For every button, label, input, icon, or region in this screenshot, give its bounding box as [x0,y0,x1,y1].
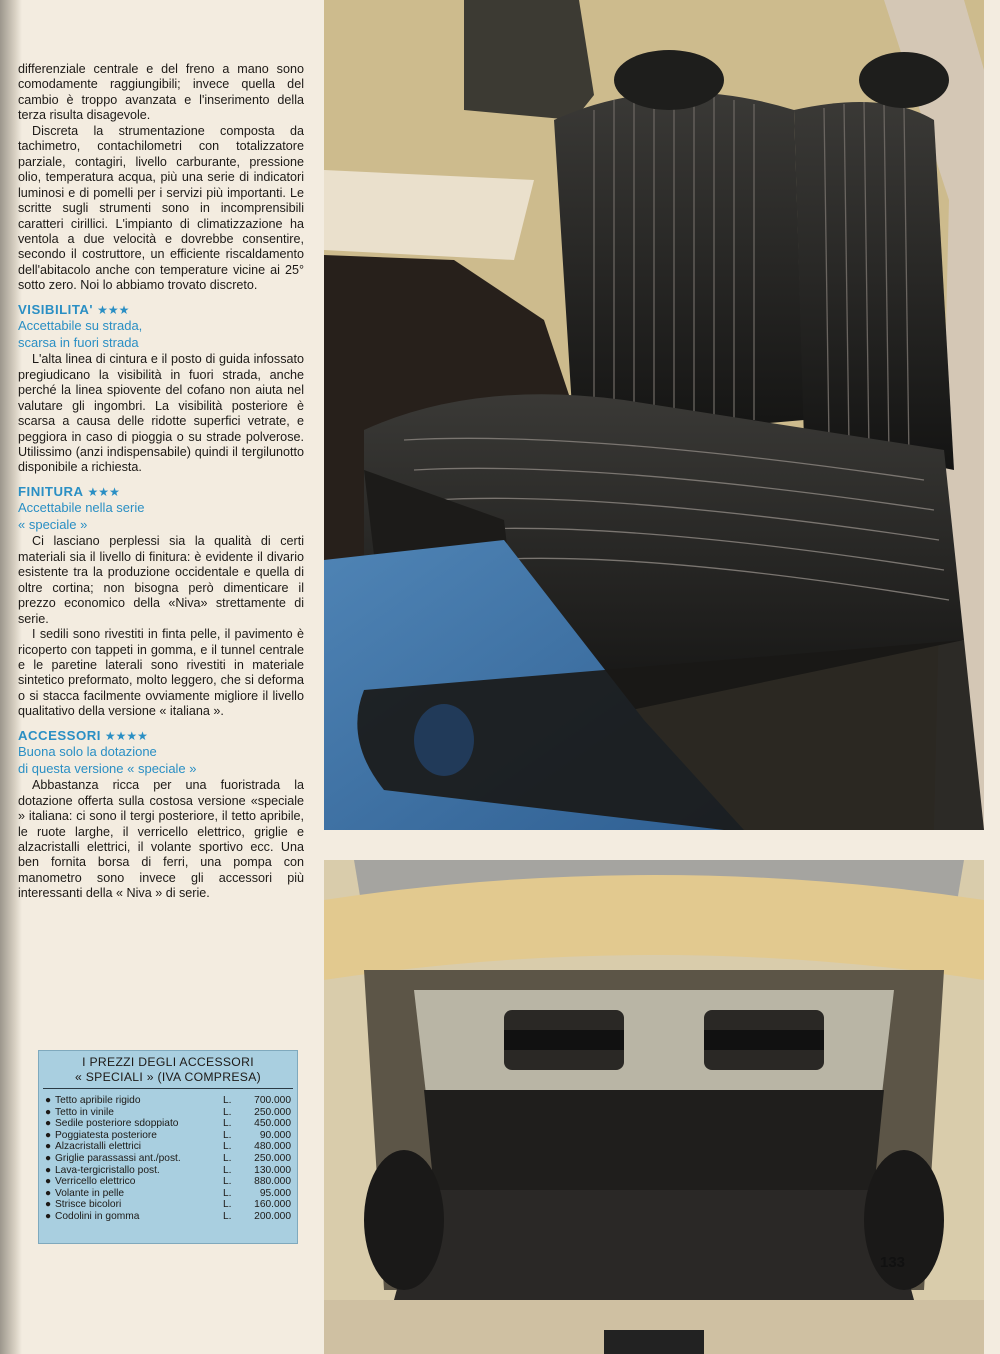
accessory-price: 250.000 [254,1152,291,1164]
price-row [39,1211,297,1223]
accessory-name: Tetto in vinile [55,1106,114,1118]
price-row [39,1118,297,1130]
currency-label: L. [223,1118,232,1130]
currency-label: L. [223,1095,232,1106]
accessory-price: 700.000 [254,1095,291,1106]
section-heading [18,484,304,500]
section-subtitle: « speciale » [18,517,88,533]
section-title: ACCESSORI [18,727,101,743]
bullet-icon: ● [45,1199,52,1211]
accessory-price: 480.000 [254,1141,291,1153]
accessory-name: Sedile posteriore sdoppiato [55,1118,179,1130]
bullet-icon: ● [45,1141,52,1153]
bullet-icon: ● [45,1176,52,1188]
price-row [39,1095,297,1107]
accessory-name: Alzacristalli elettrici [55,1141,142,1153]
rating-stars: ★★★★ [104,728,148,743]
currency-label: L. [223,1187,232,1199]
accessory-price: 130.000 [254,1164,291,1176]
accessory-name: Codolini in gomma [55,1210,140,1222]
section-subtitle: Accettabile nella serie [18,500,145,516]
bullet-icon: ● [45,1164,52,1176]
section-paragraph: Abbastanza ricca per una fuoristrada la dotazione offerta sulla costosa versione «speciale » italiana: ci sono il tergi posteriore, il tetto apribile, le ruote larghe, il verricello elettrico, griglie e alzacristalli elettrici, il volante sportivo ecc. Una ben fornita borsa di ferri, una pompa con manometro sono invece gli accessori più interessanti della « Niva » di serie. [18,778,304,901]
intro-paragraph: Discreta la strumentazione composta da tachimetro, contachilometri con totalizzatore parziale, contagiri, livello carburante, pressione olio, temperatura acqua, più una serie di indicatori luminosi e di pomelli per i servizi più importanti. Le scritte sugli strumenti sono in incomprensibili caratteri cirillici. L'impianto di climatizzazione ha ventola a due velocità e dovrebbe consentire, secondo il costruttore, un efficiente riscaldamento dell'abitacolo anche con temperature vicine ai 25° sotto zero. Noi lo abbiamo trovato discreto. [18,123,304,293]
accessory-name: Tetto apribile rigido [55,1095,141,1106]
accessory-price: 250.000 [254,1106,291,1118]
text-column [18,62,304,902]
currency-label: L. [223,1152,232,1164]
price-box-divider [43,1088,293,1089]
accessory-price: 200.000 [254,1210,291,1222]
bullet-icon: ● [45,1152,52,1164]
accessory-name: Strisce bicolori [55,1199,122,1211]
bullet-icon: ● [45,1106,52,1118]
section-paragraph: Ci lasciano perplessi sia la qualità di certi materiali sia il livello di finitura: è evidente il divario esistente tra la produzione occidentale e quella di oltre cortina; non bisogna però dimenticare il prezzo economico della «Niva» strettamente di serie. [18,534,304,626]
section-subtitle: Buona solo la dotazione [18,744,157,760]
intro-paragraph: differenziale centrale e del freno a mano sono comodamente raggiungibili; invece quella del cambio è troppo avanzata e l'inserimento della terza risulta disagevole. [18,62,304,123]
accessory-name: Lava-tergicristallo post. [55,1164,160,1176]
accessory-price: 450.000 [254,1118,291,1130]
price-box-header [39,1051,297,1085]
price-row [39,1165,297,1177]
section-visibilita [18,302,304,476]
section-subtitle: scarsa in fuori strada [18,335,139,351]
price-row [39,1176,297,1188]
accessory-name: Griglie parassassi ant./post. [55,1152,181,1164]
page-number: 133 [880,1254,906,1271]
bullet-icon: ● [45,1095,52,1106]
rating-stars: ★★★ [97,302,130,317]
currency-label: L. [223,1106,232,1118]
accessory-name: Verricello elettrico [55,1176,136,1188]
accessory-price-box [38,1050,298,1244]
section-heading [18,302,304,318]
accessory-price: 160.000 [254,1199,291,1211]
currency-label: L. [223,1199,232,1211]
cargo-area-photo [324,860,984,1354]
rear-seat-photo [324,0,984,830]
price-row [39,1107,297,1119]
price-row [39,1188,297,1200]
bullet-icon: ● [45,1118,52,1130]
currency-label: L. [223,1210,232,1222]
price-list [39,1095,297,1223]
section-subtitle: Accettabile su strada, [18,318,143,334]
currency-label: L. [223,1164,232,1176]
currency-label: L. [223,1141,232,1153]
accessory-name: Volante in pelle [55,1187,125,1199]
accessory-name: Poggiatesta posteriore [55,1129,157,1141]
section-accessori [18,728,304,902]
bullet-icon: ● [45,1129,52,1141]
currency-label: L. [223,1129,232,1141]
price-row [39,1141,297,1153]
bullet-icon: ● [45,1210,52,1222]
section-title: FINITURA [18,483,84,499]
bullet-icon: ● [45,1187,52,1199]
price-box-title: I PREZZI DEGLI ACCESSORI [82,1055,254,1069]
section-heading [18,728,304,744]
accessory-price: 95.000 [259,1187,291,1199]
section-subtitle: di questa versione « speciale » [18,761,197,777]
price-box-subtitle: « SPECIALI » (IVA COMPRESA) [74,1070,261,1084]
price-row [39,1199,297,1211]
section-title: VISIBILITA' [18,301,94,317]
section-paragraph: I sedili sono rivestiti in finta pelle, il pavimento è ricoperto con tappeti in gomma, e il tunnel centrale e le paretine laterali sono rivestiti in materiale sintetico preformato, molto leggero, che si deforma o si stacca facilmente ovviamente migliore il livello qualitativo della versione « italiana ». [18,627,304,719]
section-finitura [18,484,304,720]
price-row [39,1153,297,1165]
currency-label: L. [223,1176,232,1188]
price-row [39,1130,297,1142]
accessory-price: 90.000 [259,1129,291,1141]
section-paragraph: L'alta linea di cintura e il posto di guida infossato pregiudicano la visibilità in fuori strada, anche perché la linea spiovente del cofano non aiuta nel valutare gli ingombri. La visibilità posteriore è scarsa a causa delle ridotte superfici vetrate, e peggiora in caso di pioggia o su strade polverose. Utilissimo (anzi indispensabile) quindi il tergilunotto disponibile a richiesta. [18,352,304,475]
accessory-price: 880.000 [254,1176,291,1188]
rating-stars: ★★★ [87,484,120,499]
